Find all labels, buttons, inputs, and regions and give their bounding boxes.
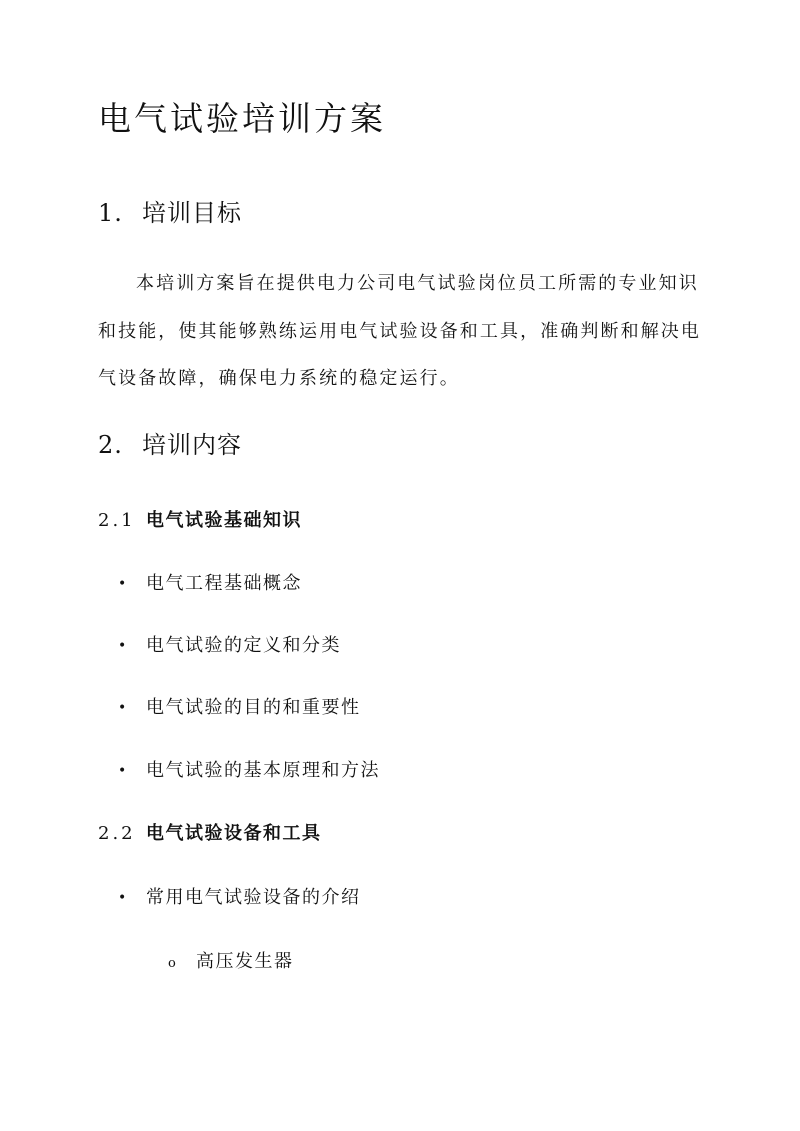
list-item bbox=[118, 884, 361, 912]
subsection-title: 电气试验基础知识 bbox=[146, 510, 302, 531]
document-title: 电气试验培训方案 bbox=[98, 99, 386, 138]
list-item bbox=[118, 694, 361, 722]
section-1-heading bbox=[98, 195, 242, 231]
section-number: 1. bbox=[98, 199, 123, 227]
list-item bbox=[118, 757, 380, 785]
bullet-marker: • bbox=[118, 638, 128, 654]
section-2-heading bbox=[98, 427, 242, 463]
sub-list-item-text: 高压发生器 bbox=[196, 951, 294, 972]
subsection-number: 2.2 bbox=[98, 823, 136, 844]
section-title: 培训目标 bbox=[142, 199, 242, 227]
subsection-2-2-heading bbox=[98, 820, 322, 848]
sub-bullet-marker: o bbox=[168, 956, 178, 971]
bullet-marker: • bbox=[118, 576, 128, 592]
subsection-title: 电气试验设备和工具 bbox=[146, 823, 322, 844]
bullet-marker: • bbox=[118, 890, 128, 906]
section-1-paragraph: 本培训方案旨在提供电力公司电气试验岗位员工所需的专业知识和技能，使其能够熟练运用电气试验设备和工具，准确判断和解决电气设备故障，确保电力系统的稳定运行。 bbox=[98, 273, 701, 389]
list-item-text: 电气试验的目的和重要性 bbox=[146, 697, 361, 718]
section-title: 培训内容 bbox=[142, 431, 242, 459]
bullet-marker: • bbox=[118, 700, 128, 716]
list-item bbox=[118, 570, 302, 598]
list-item-text: 电气工程基础概念 bbox=[146, 573, 302, 594]
list-item-text: 常用电气试验设备的介绍 bbox=[146, 887, 361, 908]
bullet-marker: • bbox=[118, 763, 128, 779]
sub-list-item bbox=[168, 948, 294, 978]
subsection-2-1-heading bbox=[98, 507, 302, 535]
subsection-number: 2.1 bbox=[98, 510, 136, 531]
section-number: 2. bbox=[98, 431, 123, 459]
list-item-text: 电气试验的定义和分类 bbox=[146, 635, 341, 656]
list-item bbox=[118, 632, 341, 660]
list-item-text: 电气试验的基本原理和方法 bbox=[146, 760, 380, 781]
